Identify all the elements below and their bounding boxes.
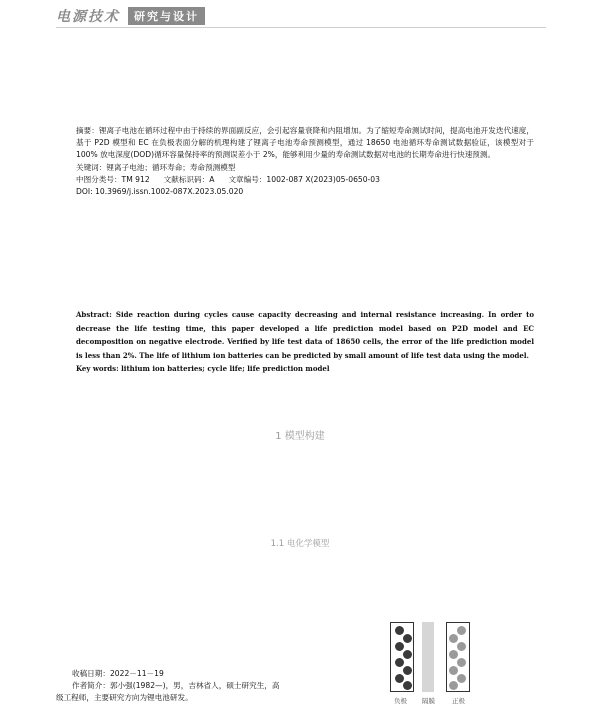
doi: DOI: 10.3969/j.issn.1002-087X.2023.05.020 bbox=[76, 187, 244, 197]
section-tag: 研究与设计 bbox=[128, 7, 205, 25]
article-number: 文章编号：1002-087 X(2023)05-0650-03 bbox=[228, 174, 380, 184]
negative-particle bbox=[403, 634, 412, 643]
negative-electrode-label: 负极 bbox=[394, 697, 407, 705]
english-abstract: Abstract: Side reaction during cycles cause capacity decreasing and internal resistance increasing. In order to decrease the life testing time, this paper developed a life prediction model based on P2D model and EC decomposition on negative electrode. Verified by life test data of 18650 cells, the error of the life prediction model is less than 2%. The life of lithium ion batteries can be predicted by small amount of life test data using the model. bbox=[76, 310, 534, 360]
clc-number: 中图分类号：TM 912 bbox=[76, 174, 150, 184]
document-code: 文献标识码：A bbox=[163, 174, 215, 184]
negative-particle bbox=[395, 674, 404, 683]
positive-particle bbox=[449, 634, 458, 643]
footnote-block bbox=[56, 668, 356, 704]
negative-particle bbox=[395, 626, 404, 635]
journal-header bbox=[56, 7, 205, 25]
negative-particle bbox=[403, 681, 412, 690]
chinese-keywords: 关键词：锂离子电池；循环寿命；寿命预测模型 bbox=[76, 162, 236, 172]
negative-particle bbox=[395, 642, 404, 651]
separator-label: 隔膜 bbox=[422, 697, 435, 705]
english-abstract-block bbox=[76, 308, 534, 376]
positive-particle bbox=[457, 626, 466, 635]
positive-particle bbox=[457, 642, 466, 651]
journal-name: 电源技术 bbox=[56, 9, 120, 25]
received-date: 收稿日期：2022－11－19 bbox=[72, 669, 164, 678]
positive-particle bbox=[457, 658, 466, 667]
english-keywords: Key words: lithium ion batteries; cycle life; life prediction model bbox=[76, 364, 330, 374]
positive-particle bbox=[449, 650, 458, 659]
negative-particle bbox=[395, 658, 404, 667]
separator-panel bbox=[422, 622, 434, 692]
negative-particle bbox=[403, 666, 412, 675]
positive-particle bbox=[449, 666, 458, 675]
positive-particle bbox=[457, 674, 466, 683]
chinese-abstract: 摘要：锂离子电池在循环过程中由于持续的界面副反应，会引起容量衰降和内阻增加。为了缩短寿命测试时间，提高电池开发迭代速度，基于 P2D 模型和 EC 在负极表面分解的机理构建了锂离子电池寿命预测模型，通过 18650 电池循环寿命测试数据验证，该模型对于 100% 放电深度(DOD)循环容量保持率的预测误差小于 2%，能够利用少量的寿命测试数据对电池的长期寿命进行快速预测。 bbox=[76, 126, 534, 160]
battery-structure-figure bbox=[386, 622, 478, 706]
author-bio-line2: 级工程师，主要研究方向为锂电池研发。 bbox=[56, 693, 193, 702]
author-bio-line1: 作者简介：郭小强(1982—)，男，吉林省人，硕士研究生，高 bbox=[72, 681, 280, 690]
header-rule bbox=[56, 27, 546, 28]
positive-particle bbox=[449, 681, 458, 690]
classification-row bbox=[76, 174, 534, 186]
subsection-heading-electrochemical: 1.1 电化学模型 bbox=[270, 539, 330, 549]
positive-electrode-label: 正极 bbox=[452, 697, 465, 705]
chinese-abstract-block bbox=[76, 125, 534, 198]
negative-particle bbox=[403, 650, 412, 659]
section-heading-model: 1 模型构建 bbox=[275, 431, 325, 442]
